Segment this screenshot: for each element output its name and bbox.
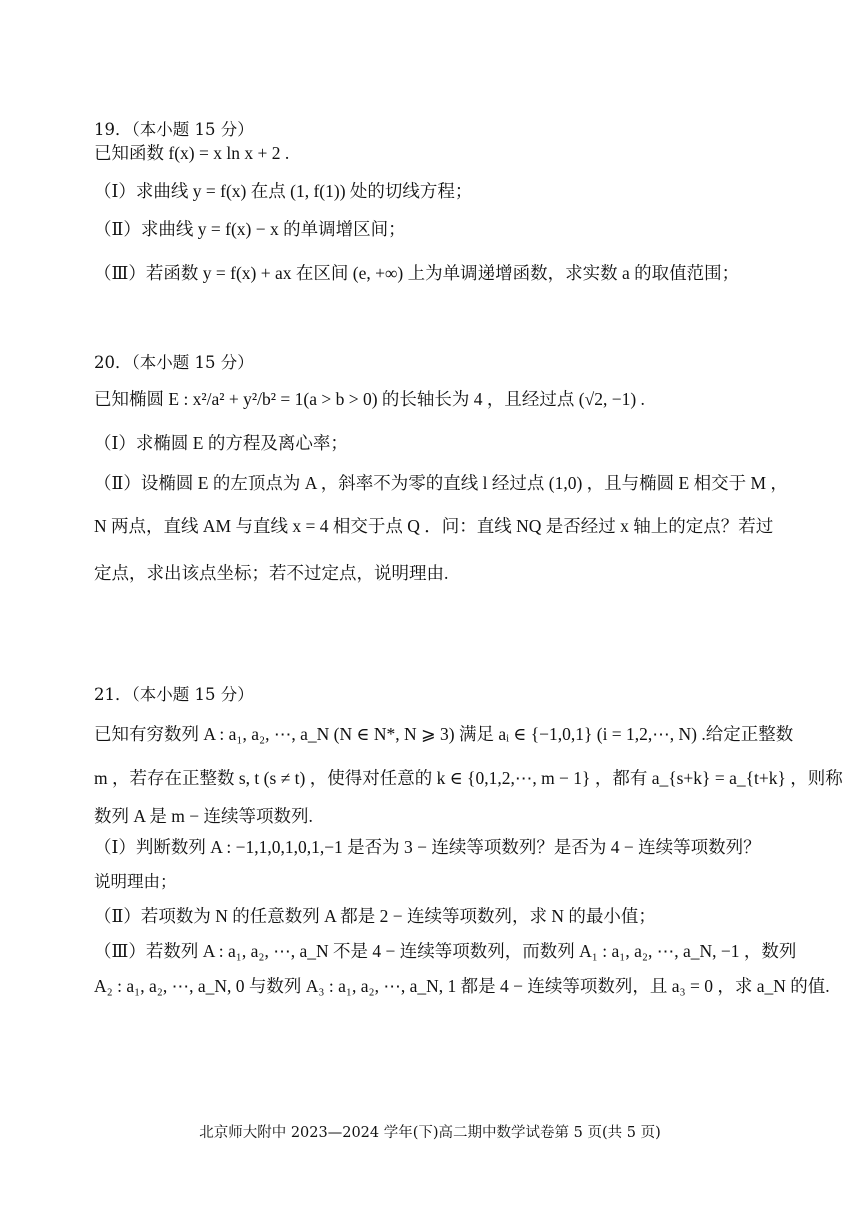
q19-part-3: （Ⅲ）若函数 y = f(x) + ax 在区间 (e, +∞) 上为单调递增函数，求实数 a 的取值范围；: [94, 263, 740, 283]
q21-part-3-line-1: （Ⅲ）若数列 A : a₁, a₂, ⋯, a_N 不是 4 − 连续等项数列，而数列 A₁ : a₁, a₂, ⋯, a_N, −1 ，数列: [94, 941, 797, 961]
q19-stem: 已知函数 f(x) = x ln x + 2 .: [94, 143, 290, 163]
q21-part-1-line-2: 说明理由；: [94, 872, 177, 891]
q19-part-2: （Ⅱ）求曲线 y = f(x) − x 的单调增区间；: [94, 219, 406, 239]
q20-part-2-line-1: （Ⅱ）设椭圆 E 的左顶点为 A ，斜率不为零的直线 l 经过点 (1,0) ，且与椭圆 E 相交于 M ，: [94, 473, 788, 493]
q21-stem-line-2: m ，若存在正整数 s, t (s ≠ t) ，使得对任意的 k ∈ {0,1,2,⋯, m − 1} ，都有 a_{s+k} = a_{t+k} ，则称: [94, 768, 843, 788]
q20-part-1: （Ⅰ）求椭圆 E 的方程及离心率；: [94, 433, 348, 453]
q19-header: 19．（本小题 15 分）: [94, 120, 254, 139]
q21-part-3-line-2: A₂ : a₁, a₂, ⋯, a_N, 0 与数列 A₃ : a₁, a₂, ⋯, a_N, 1 都是 4 − 连续等项数列，且 a₃ = 0 ，求 a_N 的值.: [94, 976, 830, 996]
q20-part-2-line-3: 定点，求出该点坐标；若不过定点，说明理由.: [94, 563, 449, 583]
q21-stem-line-3: 数列 A 是 m − 连续等项数列.: [94, 806, 313, 826]
q21-part-1-line-1: （Ⅰ）判断数列 A : −1,1,0,1,0,1,−1 是否为 3 − 连续等项数列？是否为 4 − 连续等项数列？: [94, 837, 761, 857]
page-footer: 北京师大附中 2023—2024 学年(下)高二期中数学试卷第 5 页(共 5 页): [199, 1125, 661, 1141]
q20-stem: 已知椭圆 E : x²/a² + y²/b² = 1(a > b > 0) 的长轴长为 4 ，且经过点 (√2, −1) .: [94, 389, 645, 409]
q20-header: 20．（本小题 15 分）: [94, 353, 254, 372]
q21-header: 21．（本小题 15 分）: [94, 685, 254, 704]
q21-part-2: （Ⅱ）若项数为 N 的任意数列 A 都是 2 − 连续等项数列，求 N 的最小值；: [94, 906, 656, 926]
q19-part-1: （Ⅰ）求曲线 y = f(x) 在点 (1, f(1)) 处的切线方程；: [94, 181, 473, 201]
q20-part-2-line-2: N 两点，直线 AM 与直线 x = 4 相交于点 Q ．问：直线 NQ 是否经过 x 轴上的定点？若过: [94, 516, 774, 536]
q21-stem-line-1: 已知有穷数列 A : a₁, a₂, ⋯, a_N (N ∈ N*, N ⩾ 3) 满足 aᵢ ∈ {−1,0,1} (i = 1,2,⋯, N) .给定正整数: [94, 724, 794, 744]
